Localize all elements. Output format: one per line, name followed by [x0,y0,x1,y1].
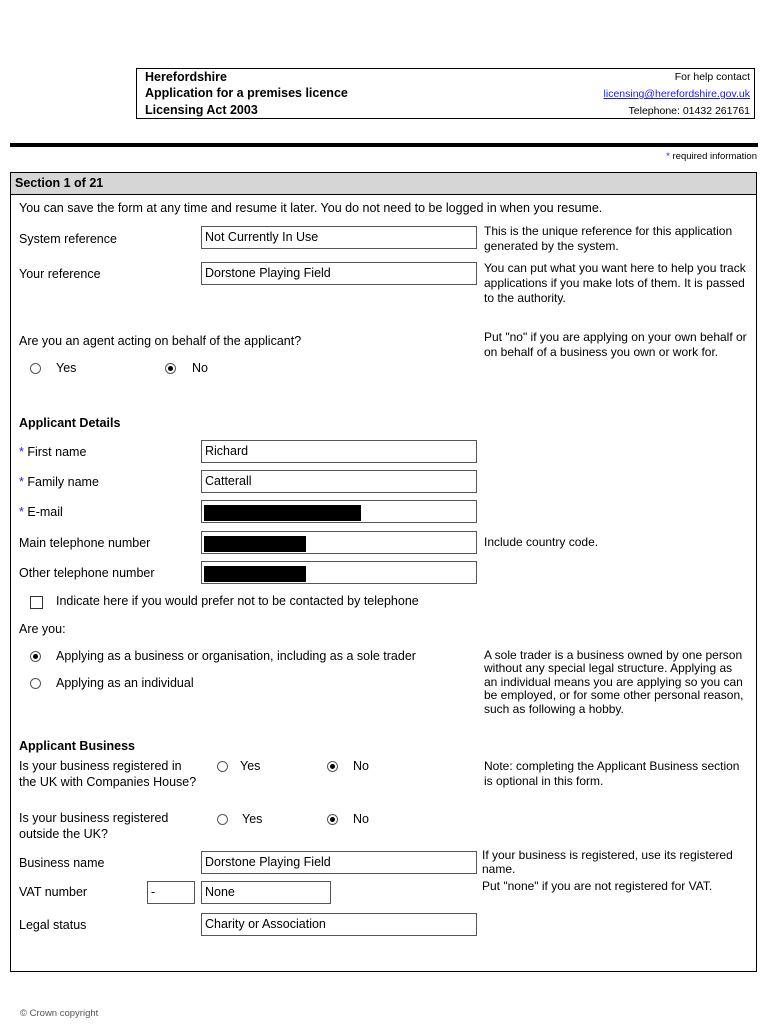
individual-radio[interactable] [30,678,41,689]
other-phone-redaction [204,566,306,582]
no-phone-contact-checkbox[interactable] [30,596,43,609]
section-title: Section 1 of 21 [11,173,756,195]
first-name-label-text: First name [27,445,87,459]
companies-house-no-radio[interactable] [327,761,338,772]
header-org: Herefordshire [145,70,227,84]
form-header [136,68,755,119]
companies-house-no-label: No [353,759,369,773]
main-phone-help: Include country code. [484,535,599,549]
agent-no-radio[interactable] [165,363,176,374]
other-phone-label: Other telephone number [19,566,155,580]
legal-status-label: Legal status [19,918,87,932]
section-1 [10,172,757,972]
individual-option-label: Applying as an individual [56,676,194,690]
applicant-business-heading: Applicant Business [19,739,135,753]
business-option-label: Applying as a business or organisation, including as a sole trader [56,649,416,663]
agent-question: Are you an agent acting on behalf of the applicant? [19,334,302,348]
outside-uk-no-radio[interactable] [327,814,338,825]
business-name-label: Business name [19,856,105,870]
required-star: * [19,475,24,489]
applicant-details-heading: Applicant Details [19,416,121,430]
agent-no-label: No [192,361,208,375]
business-name-field[interactable]: Dorstone Playing Field [201,851,477,874]
outside-uk-no-label: No [353,812,369,826]
required-text: required information [672,151,757,162]
required-star: * [19,445,24,459]
system-reference-help: This is the unique reference for this application generated by the system. [484,224,733,253]
vat-number-label: VAT number [19,885,88,899]
system-reference-label: System reference [19,232,117,246]
your-reference-field[interactable]: Dorstone Playing Field [201,262,477,285]
main-phone-label: Main telephone number [19,536,151,550]
required-star: * [19,505,24,519]
family-name-label-text: Family name [27,475,99,489]
help-telephone: Telephone: 01432 261761 [628,105,750,117]
main-phone-redaction [204,536,306,552]
outside-uk-yes-label: Yes [242,812,263,826]
family-name-label [19,475,99,489]
agent-yes-radio[interactable] [30,363,41,374]
header-divider [10,143,758,147]
vat-help: Put "none" if you are not registered for VAT. [482,879,713,893]
email-redaction [204,505,361,521]
agent-yes-label: Yes [56,361,77,375]
your-reference-help: You can put what you want here to help you track applications if you make lots of them. It is passed to the authority. [484,261,746,305]
business-radio[interactable] [30,651,41,662]
legal-status-field[interactable]: Charity or Association [201,913,477,936]
business-name-help: If your business is registered, use its registered name. [482,848,733,876]
your-reference-label: Your reference [19,267,101,281]
outside-uk-yes-radio[interactable] [217,814,228,825]
no-phone-contact-label: Indicate here if you would prefer not to be contacted by telephone [56,594,419,608]
vat-number-field[interactable]: None [201,881,331,904]
agent-help: Put "no" if you are applying on your own behalf or on behalf of a business you own or work for. [484,330,747,359]
vat-prefix-field[interactable]: - [147,881,195,904]
companies-house-yes-label: Yes [240,759,261,773]
companies-house-question: Is your business registered in the UK with Companies House? [19,759,197,789]
section-intro: You can save the form at any time and resume it later. You do not need to be logged in when you resume. [19,201,603,215]
help-contact-label: For help contact [674,71,750,83]
required-star: * [666,151,670,162]
companies-house-yes-radio[interactable] [217,761,228,772]
outside-uk-question: Is your business registered outside the UK? [19,811,169,841]
business-section-note: Note: completing the Applicant Business section is optional in this form. [484,759,740,788]
header-title: Application for a premises licence [145,86,348,100]
first-name-label [19,445,86,459]
email-label [19,505,63,519]
email-label-text: E-mail [27,505,63,519]
system-reference-field[interactable]: Not Currently In Use [201,226,477,249]
first-name-field[interactable]: Richard [201,440,477,463]
family-name-field[interactable]: Catterall [201,470,477,493]
crown-copyright: © Crown copyright [20,1008,99,1019]
header-act: Licensing Act 2003 [145,103,258,117]
required-note [666,151,757,162]
are-you-question: Are you: [19,622,66,636]
help-email-link[interactable]: licensing@herefordshire.gov.uk [603,88,750,100]
are-you-help: A sole trader is a business owned by one person without any special legal structure. Applying as an individual means you are applying so you can be employed, or for some other personal reason, such as following a hobby. [484,648,744,716]
